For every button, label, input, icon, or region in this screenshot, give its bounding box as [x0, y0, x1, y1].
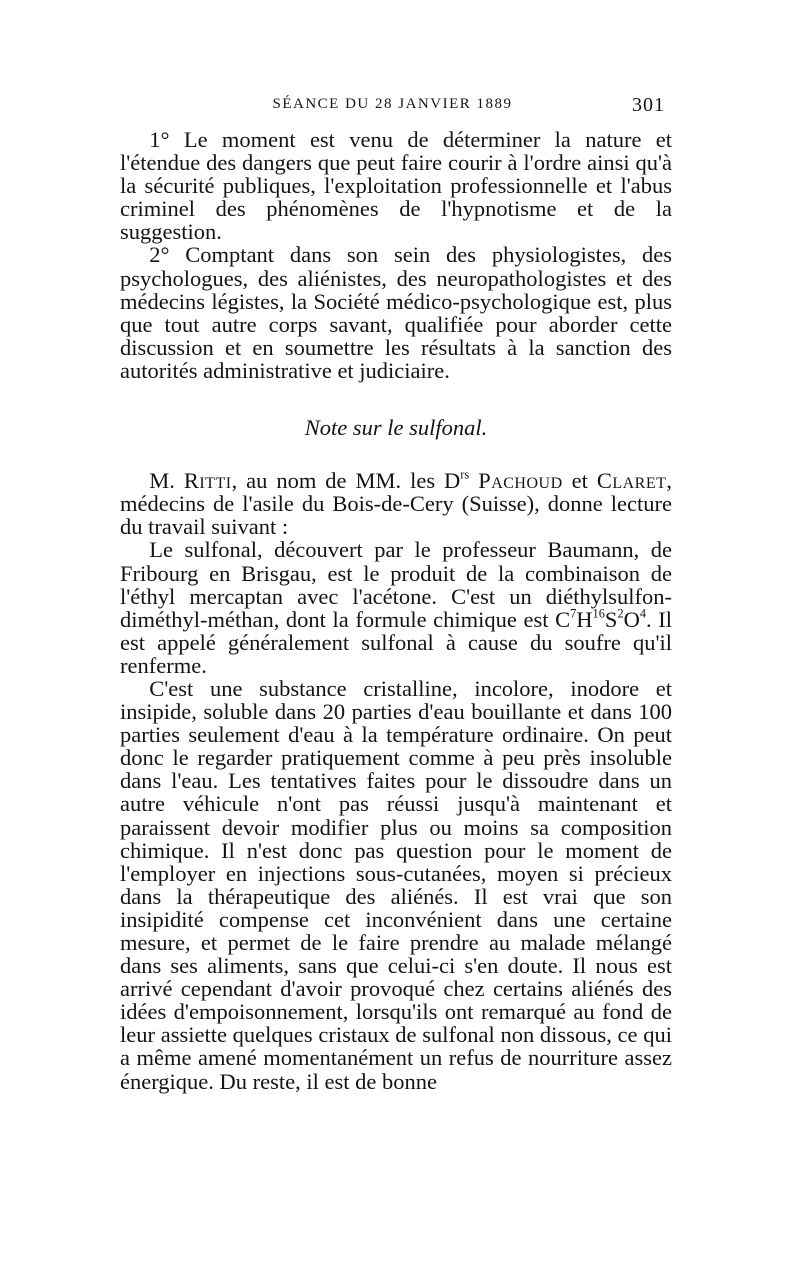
- paragraph-point-1: 1° Le moment est venu de déterminer la nature et l'étendue des dangers que peut faire courir à l'ordre ainsi qu'à la sécurité publiques, l'exploitation professionnelle et l'abus criminel des phénomènes de l'hypnotisme et de la suggestion.: [120, 127, 672, 245]
- author-claret: Claret: [596, 468, 667, 494]
- running-title: SÉANCE DU 28 JANVIER 1889: [272, 96, 513, 112]
- paragraph-introduction: M. Ritti, au nom de MM. les $D^{rs}$ Pachoud et Claret, médecins de l'asile du Bois-de-Cery (Suisse), donne lecture du travail suivant :: [120, 467, 672, 540]
- formula-h-sup: 16: [592, 606, 605, 621]
- formula-c-sup: 7: [570, 606, 577, 621]
- paragraph-point-2: 2° Comptant dans son sein des physiologistes, des psychologues, des aliénistes, des neuropathologistes et des médecins légistes, la Société médico-psychologique est, plus que tout autre corps savant, qualifiée pour aborder cette discussion et en soumettre les résultats à la sanction des autorités administrative et judiciaire.: [120, 242, 672, 383]
- section-title: Note sur le sulfonal.: [304, 415, 488, 441]
- author-pachoud: Pachoud: [478, 468, 563, 494]
- doctors-abbrev-sup: rs: [460, 467, 470, 482]
- page-number: 301: [632, 94, 665, 116]
- page-body: [120, 128, 672, 1093]
- paragraph-sulfonal-description: Le sulfonal, découvert par le professeur Baumann, de Fribourg en Brisgau, est le produit de la combinaison de l'éthyl mercaptan avec l'acétone. C'est un diéthylsulfon-diméthyl-méthan, dont la formule chimique est $C^7H^{16}S^2O^4$. Il est appelé généralement sulfonal à cause du soufre qu'il renferme.: [120, 537, 672, 678]
- running-header: [120, 94, 665, 118]
- formula-o-sup: 4: [639, 606, 647, 621]
- author-ritti: Ritti: [183, 468, 232, 494]
- paragraph-properties: C'est une substance cristalline, incolore, inodore et insipide, soluble dans 20 parties d'eau bouillante et dans 100 parties seulement d'eau à la température ordinaire. On peut donc le regarder pratiquement comme à peu près insoluble dans l'eau. Les tentatives faites pour le dissoudre dans un autre véhicule n'ont pas réussi jusqu'à maintenant et paraissent devoir modifier plus ou moins sa composition chimique. Il n'est donc pas question pour le moment de l'employer en injections sous-cutanées, moyen si précieux dans la thérapeutique des aliénés. Il est vrai que son insipidité compense cet inconvénient dans une certaine mesure, et permet de le faire prendre au malade mélangé dans ses aliments, sans que celui-ci s'en doute. Il nous est arrivé cependant d'avoir provoqué chez certains aliénés des idées d'empoisonnement, lorsqu'ils ont remarqué au fond de leur assiette quelques cristaux de sulfonal non dissous, ce qui a même amené momentanément un refus de nourriture assez énergique. Du reste, il est de bonne: [120, 675, 672, 1094]
- formula-s-sup: 2: [617, 606, 624, 621]
